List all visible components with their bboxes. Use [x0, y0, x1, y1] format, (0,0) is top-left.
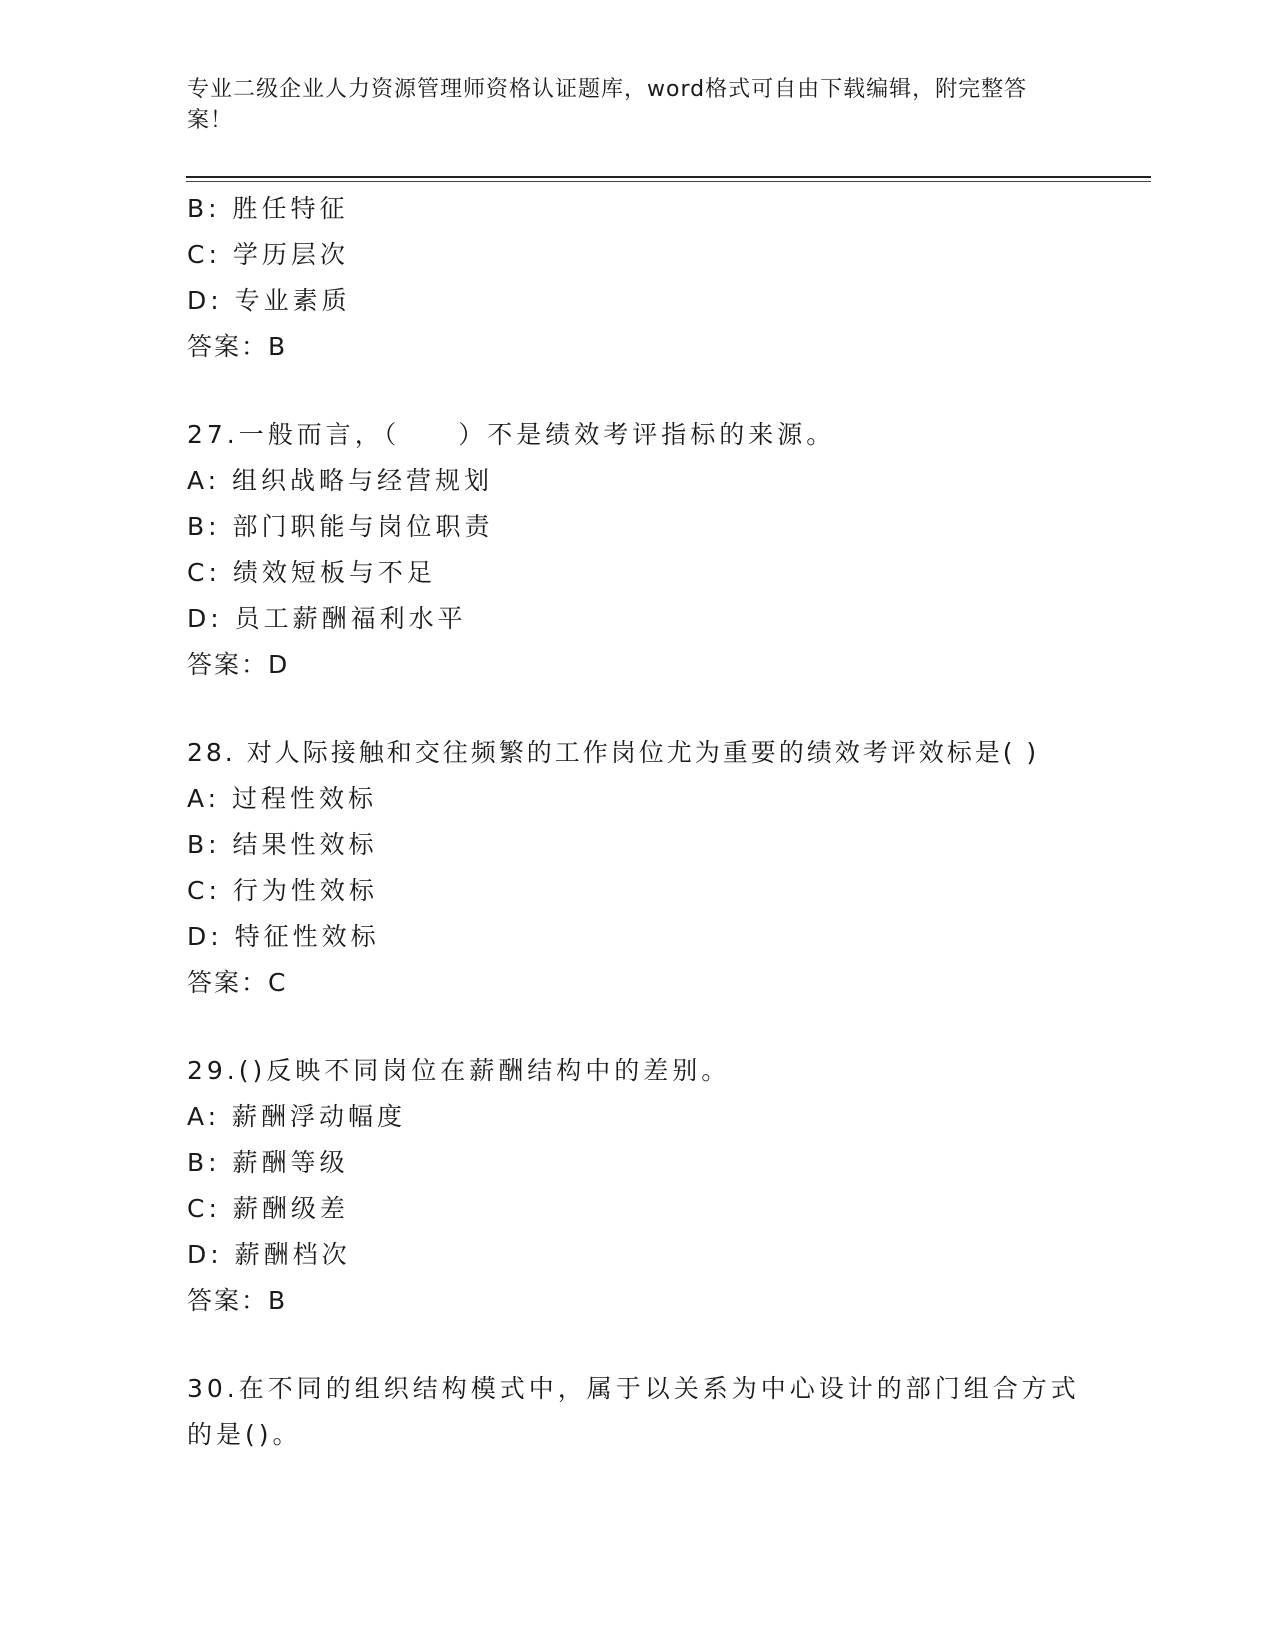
answer: 答案：D	[187, 650, 290, 679]
option-c: C: 行为性效标	[187, 876, 378, 905]
option-d: D: 薪酬档次	[187, 1240, 351, 1269]
option-d: D: 员工薪酬福利水平	[187, 604, 467, 633]
answer: 答案：C	[187, 968, 288, 997]
option-c: C: 绩效短板与不足	[187, 558, 436, 587]
block-spacer	[187, 688, 1147, 730]
answer: 答案：B	[187, 1286, 288, 1315]
option-c: C: 学历层次	[187, 240, 349, 269]
question-text: 30.在不同的组织结构模式中，属于以关系为中心设计的部门组合方式的是()。	[187, 1374, 1080, 1449]
question-list	[187, 186, 1147, 1458]
question-block	[187, 412, 1147, 688]
question-text: 29.()反映不同岗位在薪酬结构中的差别。	[187, 1056, 731, 1085]
option-b: B: 薪酬等级	[187, 1148, 349, 1177]
block-spacer	[187, 1006, 1147, 1048]
option-d: D: 专业素质	[187, 286, 351, 315]
question-block	[187, 1366, 1147, 1458]
question-block	[187, 186, 1147, 370]
option-a: A: 薪酬浮动幅度	[187, 1102, 407, 1131]
question-block	[187, 730, 1147, 1006]
option-c: C: 薪酬级差	[187, 1194, 349, 1223]
header-divider	[186, 176, 1151, 178]
option-b: B: 结果性效标	[187, 830, 378, 859]
option-a: A: 过程性效标	[187, 784, 378, 813]
question-block	[187, 1048, 1147, 1324]
document-header: 专业二级企业人力资源管理师资格认证题库，word格式可自由下载编辑，附完整答案！	[187, 77, 1028, 133]
option-d: D: 特征性效标	[187, 922, 380, 951]
option-a: A: 组织战略与经营规划	[187, 466, 494, 495]
question-text: 27.一般而言，（ ）不是绩效考评指标的来源。	[187, 420, 836, 449]
block-spacer	[187, 1324, 1147, 1366]
answer: 答案：B	[187, 332, 288, 361]
option-b: B: 胜任特征	[187, 194, 349, 223]
question-text: 28. 对人际接触和交往频繁的工作岗位尤为重要的绩效考评效标是( )	[187, 738, 1040, 767]
option-b: B: 部门职能与岗位职责	[187, 512, 494, 541]
header-divider-thin	[186, 181, 1151, 182]
block-spacer	[187, 370, 1147, 412]
